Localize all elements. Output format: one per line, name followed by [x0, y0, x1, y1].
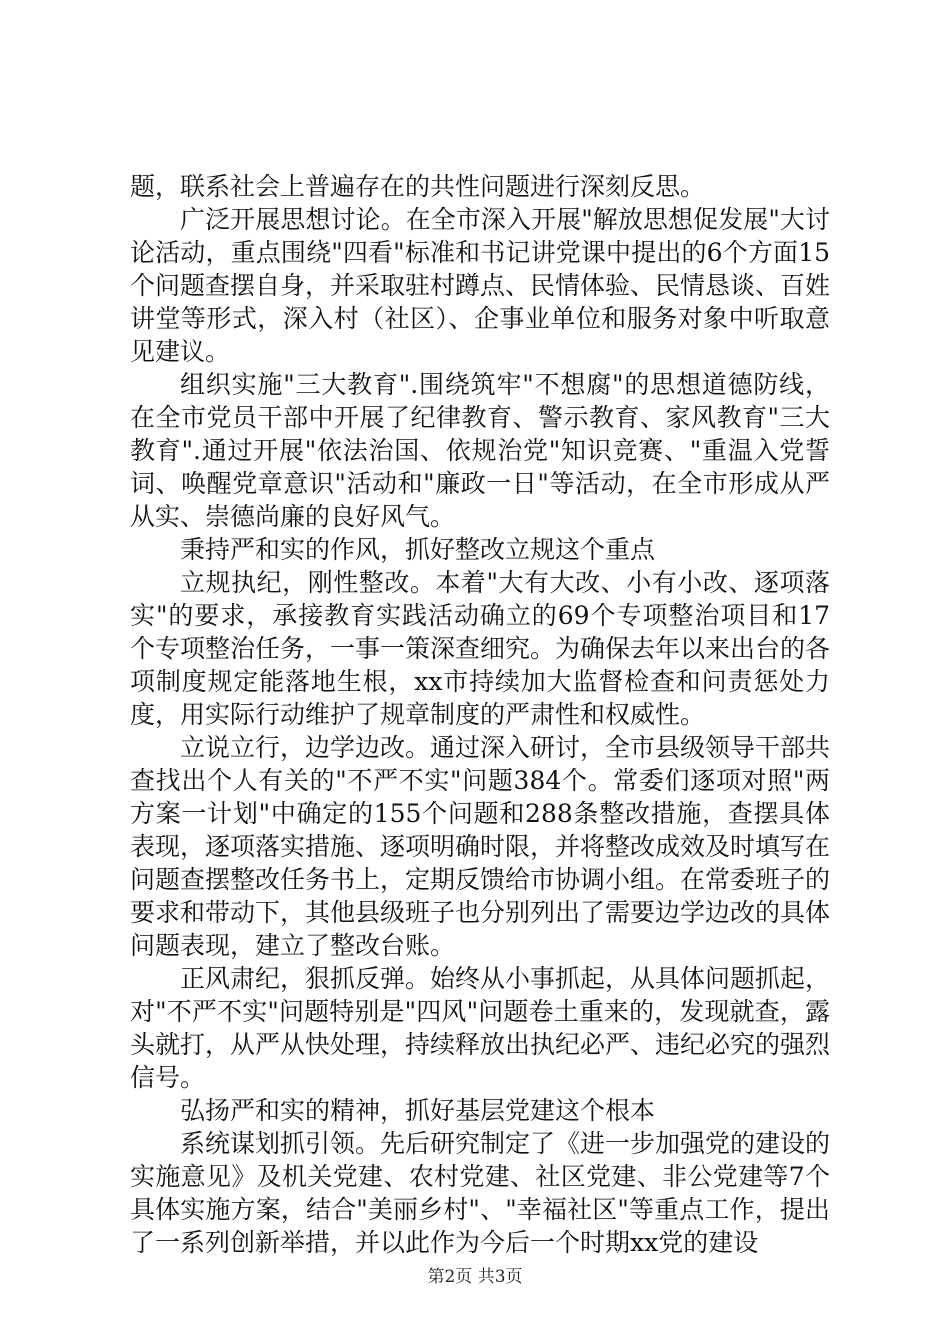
paragraph-rebound-control: 正风肃纪，狠抓反弹。始终从小事抓起，从具体问题抓起，对"不严不实"问题特别是"四风"问题卷土重来的，发现就查，露头就打，从严从快处理，持续释放出执纪必严、违纪必究的强烈信号。	[130, 964, 831, 1092]
paragraph-system-planning: 系统谋划抓引领。先后研究制定了《进一步加强党的建设的实施意见》及机关党建、农村党建、社区党建、非公党建等7个具体实施方案，结合"美丽乡村"、"幸福社区"等重点工作，提出了一系列创新举措，并以此作为今后一个时期xx党的建设	[130, 1129, 831, 1257]
document-body	[130, 170, 830, 1259]
paragraph-continuation: 题，联系社会上普遍存在的共性问题进行深刻反思。	[130, 172, 706, 201]
paragraph-learn-and-correct: 立说立行，边学边改。通过深入研讨，全市县级领导干部共查找出个人有关的"不严不实"问题384个。常委们逐项对照"两方案一计划"中确定的155个问题和288条整改措施，查摆具体表现，逐项落实措施、逐项明确时限，并将整改成效及时填写在问题查摆整改任务书上，定期反馈给市协调小组。在常委班子的要求和带动下，其他县级班子也分别列出了需要边学边改的具体问题表现，建立了整改台账。	[130, 733, 831, 960]
paragraph-thought-discussion: 广泛开展思想讨论。在全市深入开展"解放思想促发展"大讨论活动，重点围绕"四看"标准和书记讲党课中提出的6个方面15个问题查摆自身，并采取驻村蹲点、民情体验、民情恳谈、百姓讲堂等形式，深入村（社区）、企事业单位和服务对象中听取意见建议。	[130, 205, 831, 366]
paragraph-discipline-rectification: 立规执纪，刚性整改。本着"大有大改、小有小改、逐项落实"的要求，承接教育实践活动确立的69个专项整治项目和17个专项整治任务，一事一策深查细究。为确保去年以来出台的各项制度规定能落地生根，xx市持续加大监督检查和问责惩处力度，用实际行动维护了规章制度的严肃性和权威性。	[130, 568, 831, 729]
section-heading-rectification: 秉持严和实的作风，抓好整改立规这个重点	[180, 535, 656, 564]
page-number-footer: 第2页 共3页	[427, 1267, 523, 1287]
paragraph-three-educations: 组织实施"三大教育".围绕筑牢"不想腐"的思想道德防线，在全市党员干部中开展了纪律教育、警示教育、家风教育"三大教育".通过开展"依法治国、依规治党"知识竞赛、"重温入党誓词、唤醒党章意识"活动和"廉政一日"等活动，在全市形成从严从实、崇德尚廉的良好风气。	[130, 370, 830, 531]
section-heading-party-building: 弘扬严和实的精神，抓好基层党建这个根本	[180, 1096, 656, 1125]
